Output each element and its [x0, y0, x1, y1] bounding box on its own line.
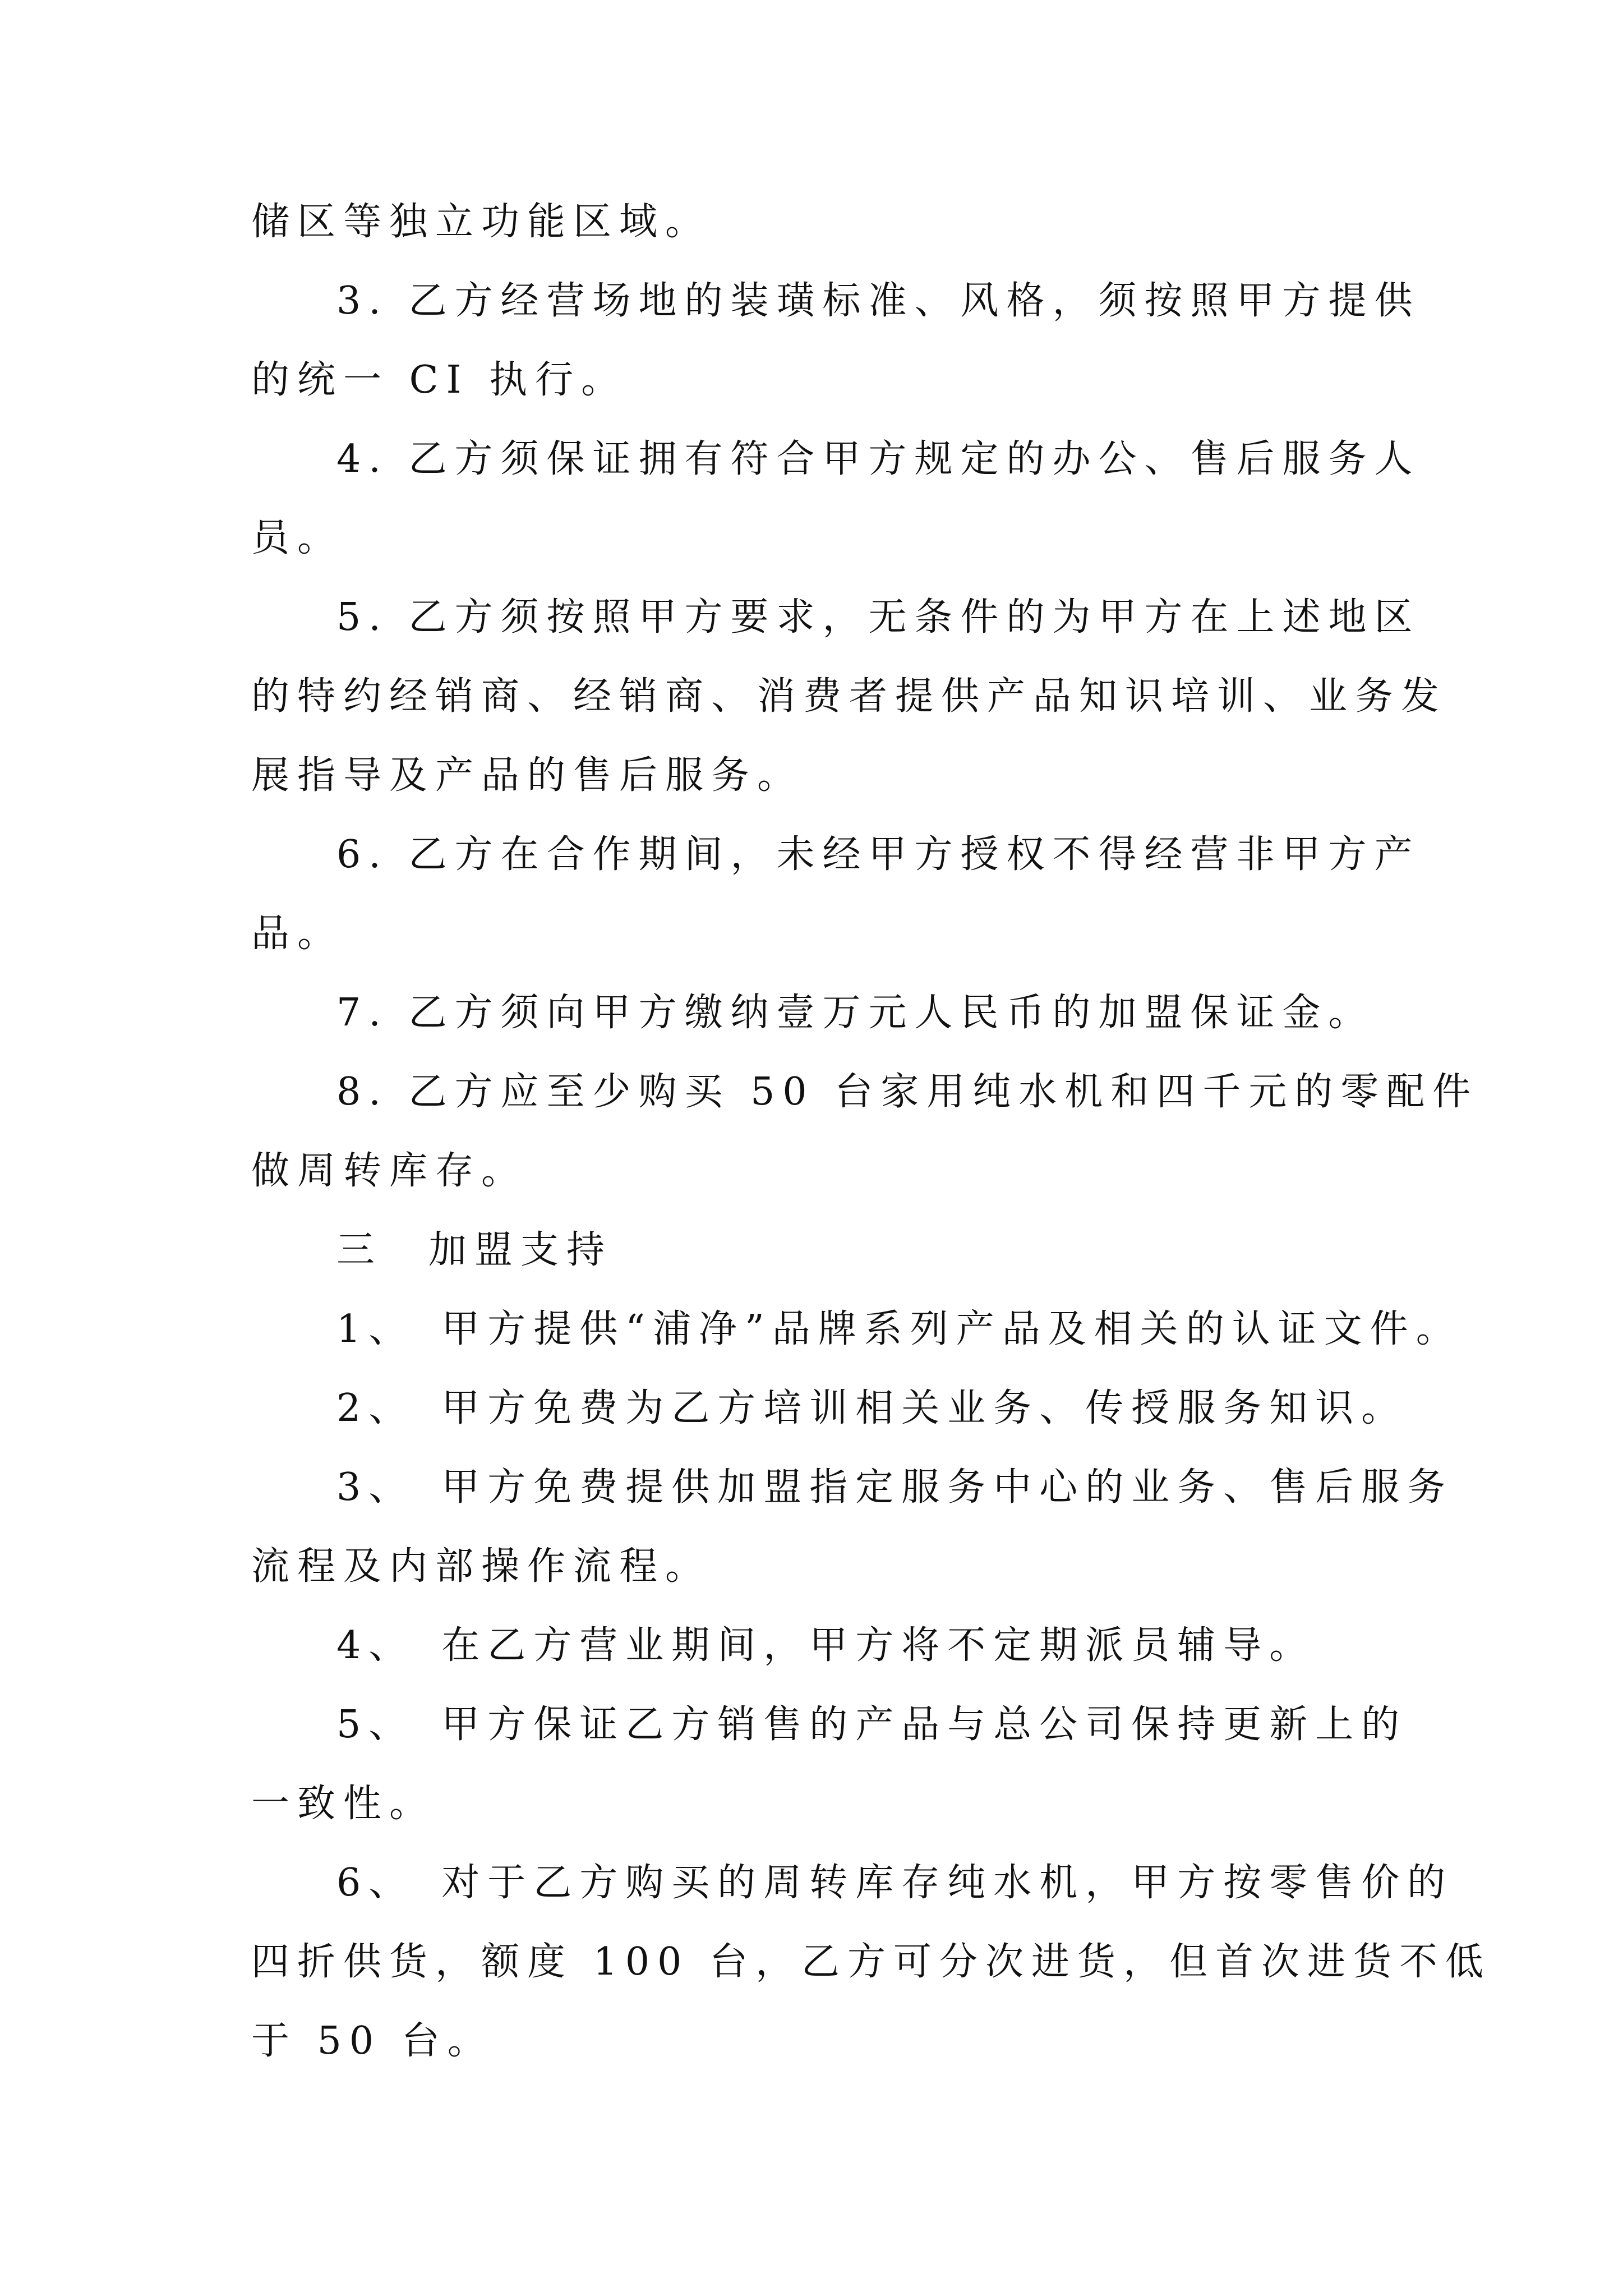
- text-line-17: 3、 甲方免费提供加盟指定服务中心的业务、售后服务: [336, 1465, 1454, 1510]
- section-heading: 三 加盟支持: [336, 1228, 613, 1272]
- text-line-20: 5、 甲方保证乙方销售的产品与总公司保持更新上的: [336, 1703, 1408, 1747]
- text-line-24: 于 50 台。: [251, 2019, 494, 2063]
- text-line-2: 3. 乙方经营场地的装璜标准、风格，须按照甲方提供: [336, 279, 1421, 323]
- text-line-8: 展指导及产品的售后服务。: [251, 753, 804, 798]
- text-line-11: 7. 乙方须向甲方缴纳壹万元人民币的加盟保证金。: [336, 991, 1375, 1035]
- text-line-13: 做周转库存。: [251, 1149, 528, 1193]
- text-line-10: 品。: [251, 912, 344, 956]
- text-line-19: 4、 在乙方营业期间，甲方将不定期派员辅导。: [336, 1623, 1316, 1668]
- text-line-3: 的统一 CI 执行。: [251, 358, 628, 402]
- text-line-7: 的特约经销商、经销商、消费者提供产品知识培训、业务发: [251, 674, 1447, 719]
- text-line-21: 一致性。: [251, 1782, 436, 1826]
- text-line-18: 流程及内部操作流程。: [251, 1544, 712, 1589]
- text-line-5: 员。: [251, 516, 344, 560]
- text-line-9: 6. 乙方在合作期间，未经甲方授权不得经营非甲方产: [336, 832, 1421, 877]
- text-line-15: 1、 甲方提供“浦净”品牌系列产品及相关的认证文件。: [336, 1307, 1462, 1351]
- text-line-6: 5. 乙方须按照甲方要求，无条件的为甲方在上述地区: [336, 595, 1421, 639]
- text-line-12: 8. 乙方应至少购买 50 台家用纯水机和四千元的零配件: [336, 1070, 1479, 1114]
- text-line-1: 储区等独立功能区域。: [251, 200, 712, 244]
- text-line-16: 2、 甲方免费为乙方培训相关业务、传授服务知识。: [336, 1386, 1408, 1430]
- text-line-22: 6、 对于乙方购买的周转库存纯水机，甲方按零售价的: [336, 1861, 1454, 1905]
- text-line-23: 四折供货，额度 100 台，乙方可分次进货，但首次进货不低: [251, 1940, 1492, 1984]
- text-line-4: 4. 乙方须保证拥有符合甲方规定的办公、售后服务人: [336, 437, 1421, 481]
